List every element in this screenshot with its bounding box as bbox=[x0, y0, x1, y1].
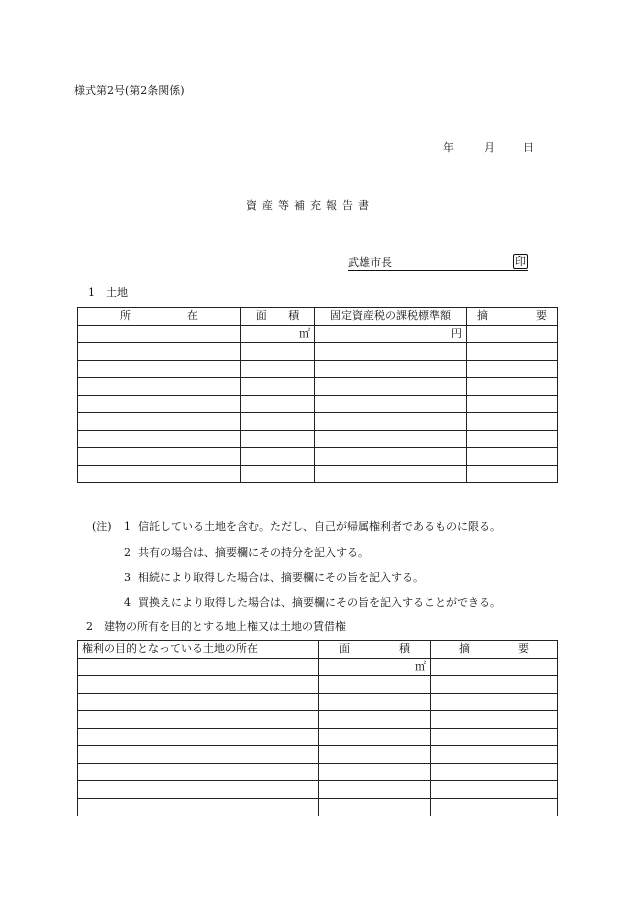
remarks-cell[interactable] bbox=[431, 763, 558, 781]
area-cell[interactable] bbox=[241, 413, 315, 431]
remarks-cell[interactable] bbox=[431, 693, 558, 711]
location-cell[interactable] bbox=[78, 430, 241, 448]
location-cell[interactable] bbox=[78, 378, 241, 396]
area-unit: ㎡ bbox=[299, 326, 310, 340]
area-cell[interactable] bbox=[319, 781, 431, 799]
area-cell[interactable] bbox=[319, 798, 431, 816]
table-row bbox=[78, 325, 558, 343]
table-row bbox=[78, 448, 558, 466]
area-cell[interactable] bbox=[319, 763, 431, 781]
table-row bbox=[78, 658, 558, 676]
assessed-value-cell[interactable] bbox=[315, 465, 467, 483]
assessed-value-header: 固定資産税の課税標準額 bbox=[315, 308, 467, 326]
land-location-cell[interactable] bbox=[78, 763, 319, 781]
assessed-value-cell[interactable] bbox=[315, 413, 467, 431]
assessed-value-cell[interactable] bbox=[315, 343, 467, 361]
remarks-cell[interactable] bbox=[467, 343, 558, 361]
date-month-label: 月 bbox=[484, 141, 495, 154]
remarks-cell[interactable] bbox=[431, 676, 558, 694]
assessed-value-cell[interactable] bbox=[315, 395, 467, 413]
land-location-cell[interactable] bbox=[78, 781, 319, 799]
remarks-cell[interactable] bbox=[467, 325, 558, 343]
area-cell[interactable] bbox=[319, 676, 431, 694]
area-cell[interactable] bbox=[319, 728, 431, 746]
seal-mark: 印 bbox=[515, 255, 526, 268]
land-location-cell[interactable] bbox=[78, 658, 319, 676]
area-cell[interactable] bbox=[241, 360, 315, 378]
area-cell[interactable] bbox=[319, 693, 431, 711]
section2-heading: 2 建物の所有を目的とする地上権又は土地の賃借権 bbox=[86, 620, 346, 633]
land-table-header bbox=[78, 308, 558, 326]
table-row bbox=[78, 378, 558, 396]
table-row bbox=[78, 360, 558, 378]
location-cell[interactable] bbox=[78, 465, 241, 483]
table-row bbox=[78, 763, 558, 781]
table-row bbox=[78, 781, 558, 799]
remarks-cell[interactable] bbox=[431, 798, 558, 816]
area-header: 面 積 bbox=[241, 308, 315, 326]
table-row bbox=[78, 711, 558, 729]
note-item: 1 信託している土地を含む。ただし、自己が帰属権利者であるものに限る。 bbox=[124, 520, 501, 533]
table-row bbox=[78, 465, 558, 483]
table-row bbox=[78, 676, 558, 694]
land-location-cell[interactable] bbox=[78, 798, 319, 816]
note-item: 2 共有の場合は、摘要欄にその持分を記入する。 bbox=[124, 546, 369, 559]
form-number: 様式第2号(第2条関係) bbox=[74, 84, 185, 97]
table-row bbox=[78, 395, 558, 413]
remarks-cell[interactable] bbox=[467, 378, 558, 396]
assessed-value-cell[interactable] bbox=[315, 325, 467, 343]
table-row bbox=[78, 798, 558, 816]
section1-heading: 1 土地 bbox=[88, 286, 128, 299]
lease-table-header bbox=[78, 641, 558, 659]
area-cell[interactable] bbox=[319, 711, 431, 729]
assessed-value-cell[interactable] bbox=[315, 360, 467, 378]
assessed-value-cell[interactable] bbox=[315, 430, 467, 448]
remarks-header: 摘 要 bbox=[431, 641, 558, 659]
remarks-cell[interactable] bbox=[431, 746, 558, 764]
document-title: 資産等補充報告書 bbox=[246, 199, 374, 212]
land-location-cell[interactable] bbox=[78, 746, 319, 764]
remarks-cell[interactable] bbox=[467, 395, 558, 413]
remarks-cell[interactable] bbox=[431, 711, 558, 729]
area-cell[interactable] bbox=[241, 378, 315, 396]
note-item: 3 相続により取得した場合は、摘要欄にその旨を記入する。 bbox=[124, 571, 424, 584]
location-cell[interactable] bbox=[78, 360, 241, 378]
area-cell[interactable] bbox=[241, 395, 315, 413]
area-cell[interactable] bbox=[319, 658, 431, 676]
location-cell[interactable] bbox=[78, 343, 241, 361]
assessed-value-cell[interactable] bbox=[315, 448, 467, 466]
lease-table bbox=[77, 640, 558, 816]
area-unit: ㎡ bbox=[415, 659, 426, 673]
remarks-cell[interactable] bbox=[431, 781, 558, 799]
date-day-label: 日 bbox=[523, 141, 534, 154]
area-cell[interactable] bbox=[319, 746, 431, 764]
date-line bbox=[443, 141, 534, 155]
location-header: 所 在 bbox=[78, 308, 241, 326]
table-row bbox=[78, 430, 558, 448]
land-location-cell[interactable] bbox=[78, 728, 319, 746]
location-cell[interactable] bbox=[78, 448, 241, 466]
location-cell[interactable] bbox=[78, 413, 241, 431]
addressee-line bbox=[348, 256, 528, 271]
land-location-cell[interactable] bbox=[78, 693, 319, 711]
area-cell[interactable] bbox=[241, 448, 315, 466]
table-row bbox=[78, 746, 558, 764]
area-cell[interactable] bbox=[241, 465, 315, 483]
addressee-name: 武雄市長 bbox=[348, 256, 392, 269]
remarks-cell[interactable] bbox=[467, 448, 558, 466]
note-item: 4 買換えにより取得した場合は、摘要欄にその旨を記入することができる。 bbox=[124, 596, 501, 609]
location-cell[interactable] bbox=[78, 395, 241, 413]
remarks-cell[interactable] bbox=[467, 430, 558, 448]
remarks-cell[interactable] bbox=[467, 413, 558, 431]
area-cell[interactable] bbox=[241, 325, 315, 343]
land-table bbox=[77, 307, 558, 483]
area-header: 面 積 bbox=[319, 641, 431, 659]
table-row bbox=[78, 693, 558, 711]
land-location-header: 権利の目的となっている土地の所在 bbox=[78, 641, 319, 659]
area-cell[interactable] bbox=[241, 343, 315, 361]
remarks-cell[interactable] bbox=[431, 658, 558, 676]
land-location-cell[interactable] bbox=[78, 676, 319, 694]
value-unit: 円 bbox=[451, 326, 462, 340]
remarks-cell[interactable] bbox=[431, 728, 558, 746]
location-cell[interactable] bbox=[78, 325, 241, 343]
remarks-header: 摘 要 bbox=[467, 308, 558, 326]
table-row bbox=[78, 728, 558, 746]
notes-prefix: (注) bbox=[92, 520, 112, 533]
remarks-cell[interactable] bbox=[467, 360, 558, 378]
remarks-cell[interactable] bbox=[467, 465, 558, 483]
area-cell[interactable] bbox=[241, 430, 315, 448]
land-location-cell[interactable] bbox=[78, 711, 319, 729]
table-row bbox=[78, 343, 558, 361]
table-row bbox=[78, 413, 558, 431]
assessed-value-cell[interactable] bbox=[315, 378, 467, 396]
date-year-label: 年 bbox=[443, 141, 454, 154]
